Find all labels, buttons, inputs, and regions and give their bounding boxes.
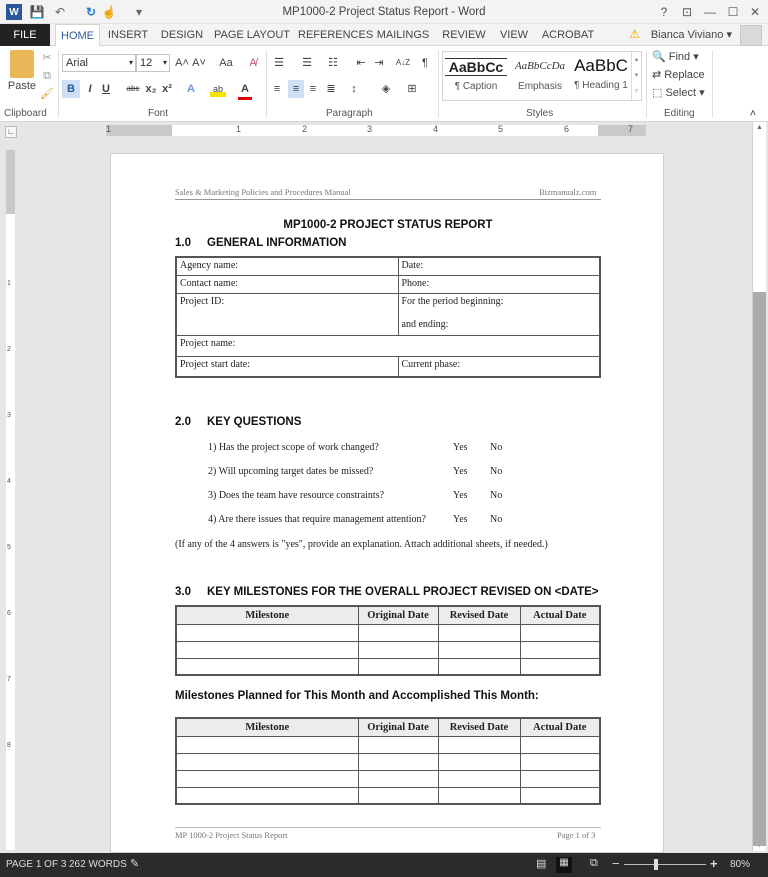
numbering-icon[interactable]: ☰ <box>302 57 312 69</box>
strikethrough-button[interactable]: abc <box>126 84 140 93</box>
table-row[interactable] <box>176 787 600 804</box>
select-button[interactable]: ⬚ Select ▾ <box>652 87 705 99</box>
superscript-button[interactable]: x² <box>162 83 172 95</box>
clipboard-group-label: Clipboard <box>4 108 47 119</box>
question-2-no[interactable]: No <box>490 466 503 477</box>
font-family-select[interactable]: Arial ▾ <box>62 54 136 72</box>
table-row[interactable] <box>176 736 600 753</box>
replace-button[interactable]: ⇄ Replace <box>652 69 705 81</box>
tab-acrobat[interactable]: ACROBAT <box>541 29 595 41</box>
decrease-indent-icon[interactable]: ⇤ <box>356 57 366 69</box>
col-milestone: Milestone <box>176 606 358 624</box>
ribbon-tabs <box>0 24 768 46</box>
increase-indent-icon[interactable]: ⇥ <box>374 57 384 69</box>
tab-home[interactable]: HOME <box>55 24 100 47</box>
table-row[interactable] <box>176 624 600 641</box>
scroll-up-icon[interactable]: ▲ <box>756 124 763 131</box>
footer-left: MP 1000-2 Project Status Report <box>175 830 288 840</box>
font-size-select[interactable]: 12 ▾ <box>136 54 170 72</box>
show-formatting-icon[interactable]: ¶ <box>422 57 428 69</box>
format-painter-icon[interactable]: 🖌 <box>40 88 54 100</box>
table-row[interactable] <box>176 641 600 658</box>
question-3-no[interactable]: No <box>490 490 503 501</box>
section-1-number: 1.0 <box>175 237 191 249</box>
font-group-label: Font <box>148 108 169 119</box>
read-mode-icon[interactable]: ▤ <box>536 858 547 870</box>
table-row[interactable] <box>176 753 600 770</box>
question-4-no[interactable]: No <box>490 514 503 525</box>
project-id-field[interactable]: Project ID: <box>176 293 398 335</box>
monthly-milestones-title: Milestones Planned for This Month and Accomplished This Month: <box>175 690 539 702</box>
question-1: 1) Has the project scope of work changed? <box>208 442 379 453</box>
project-start-date-field[interactable]: Project start date: <box>176 356 398 377</box>
proofing-icon[interactable]: ✎ <box>130 858 140 870</box>
question-2: 2) Will upcoming target dates be missed? <box>208 466 374 477</box>
collapse-ribbon-icon[interactable]: ˄ <box>749 108 757 120</box>
minimize-button[interactable]: — <box>704 5 716 19</box>
paste-icon[interactable] <box>10 50 34 78</box>
close-button[interactable]: ✕ <box>749 5 761 19</box>
section-1-title: GENERAL INFORMATION <box>207 237 347 249</box>
customize-qat-icon[interactable]: ▾ <box>135 5 143 19</box>
zoom-slider[interactable] <box>624 864 706 865</box>
col-revised-date: Revised Date <box>438 718 520 736</box>
title-bar <box>0 0 768 24</box>
word-count[interactable]: 262 WORDS <box>69 859 127 870</box>
agency-name-field[interactable]: Agency name: <box>176 257 398 275</box>
borders-icon[interactable]: ⊞ <box>407 83 417 95</box>
shading-icon[interactable]: ◈ <box>381 83 391 95</box>
status-bar <box>0 853 768 877</box>
justify-icon[interactable]: ≣ <box>326 83 336 95</box>
highlight-icon[interactable]: ab <box>210 81 226 97</box>
zoom-out-button[interactable]: − <box>612 856 620 871</box>
font-color-icon[interactable]: A <box>238 81 252 100</box>
window-title: MP1000-2 Project Status Report - Word <box>282 6 486 18</box>
question-3-yes[interactable]: Yes <box>453 490 468 501</box>
warning-icon: ⚠ <box>629 27 640 41</box>
tab-selector[interactable]: ∟ <box>5 126 17 138</box>
tab-mailings[interactable]: MAILINGS <box>376 29 430 41</box>
ribbon <box>0 46 768 122</box>
tab-view[interactable]: VIEW <box>499 29 529 41</box>
help-button[interactable]: ? <box>660 5 668 19</box>
line-spacing-icon[interactable]: ↕ <box>351 83 357 95</box>
tab-design[interactable]: DESIGN <box>160 29 204 41</box>
current-phase-field[interactable]: Current phase: <box>398 356 600 377</box>
align-center-icon[interactable]: ≡ <box>288 80 304 98</box>
period-field[interactable]: For the period beginning: and ending: <box>398 293 600 335</box>
horizontal-ruler[interactable]: 1 1 2 3 4 5 6 7 <box>106 125 646 136</box>
zoom-slider-thumb[interactable] <box>654 859 658 870</box>
redo-icon[interactable]: ↻ <box>85 5 97 19</box>
contact-name-field[interactable]: Contact name: <box>176 275 398 293</box>
section-3-number: 3.0 <box>175 586 191 598</box>
text-effects-icon[interactable]: A <box>187 83 195 95</box>
save-icon[interactable]: 💾 <box>29 5 45 19</box>
clear-formatting-icon[interactable]: A̸ <box>249 57 257 69</box>
section-2-title: KEY QUESTIONS <box>207 416 302 428</box>
phone-field[interactable]: Phone: <box>398 275 600 293</box>
key-milestones-table <box>175 605 601 676</box>
question-1-yes[interactable]: Yes <box>453 442 468 453</box>
tab-references[interactable]: REFERENCES <box>298 29 374 41</box>
bullets-icon[interactable]: ☰ <box>274 57 284 69</box>
col-milestone: Milestone <box>176 718 358 736</box>
change-case-icon[interactable]: Aa <box>219 57 233 69</box>
tab-review[interactable]: REVIEW <box>442 29 486 41</box>
header-right: Bizmanualz.com <box>539 187 597 197</box>
align-left-icon[interactable]: ≡ <box>273 83 281 95</box>
avatar[interactable] <box>740 25 762 46</box>
vertical-ruler[interactable]: 1 2 3 4 5 6 7 8 <box>6 150 15 850</box>
col-revised-date: Revised Date <box>438 606 520 624</box>
paste-button[interactable]: Paste <box>7 80 37 92</box>
col-original-date: Original Date <box>358 606 438 624</box>
multilevel-list-icon[interactable]: ☷ <box>328 57 338 69</box>
col-actual-date: Actual Date <box>520 606 600 624</box>
question-2-yes[interactable]: Yes <box>453 466 468 477</box>
italic-button[interactable]: I <box>88 83 92 95</box>
table-row[interactable] <box>176 658 600 675</box>
tab-file[interactable]: FILE <box>0 24 50 46</box>
user-account[interactable]: Bianca Viviano ▾ <box>650 29 732 41</box>
find-button[interactable]: 🔍 Find ▾ <box>652 51 699 63</box>
cut-icon[interactable]: ✂ <box>42 52 52 64</box>
table-row[interactable] <box>176 770 600 787</box>
page-count[interactable]: PAGE 1 OF 3 <box>6 859 67 870</box>
question-4: 4) Are there issues that require management attention? <box>208 514 426 525</box>
web-layout-icon[interactable]: ⧉ <box>590 857 598 869</box>
scrollbar-thumb[interactable] <box>753 292 766 846</box>
styles-gallery <box>442 51 642 101</box>
col-actual-date: Actual Date <box>520 718 600 736</box>
maximize-button[interactable]: ☐ <box>727 5 739 19</box>
align-right-icon[interactable]: ≡ <box>309 83 317 95</box>
style-caption[interactable]: AaBbCc ¶ Caption <box>445 58 507 92</box>
undo-icon[interactable]: ↶ <box>54 5 66 19</box>
touch-mode-icon[interactable]: ☝ <box>101 5 117 19</box>
styles-scroll[interactable]: ▴ ▾ ▿ <box>631 52 641 100</box>
zoom-in-button[interactable]: + <box>710 856 718 871</box>
date-field[interactable]: Date: <box>398 257 600 275</box>
bold-button[interactable]: B <box>62 80 80 98</box>
col-original-date: Original Date <box>358 718 438 736</box>
editing-group-label: Editing <box>664 108 695 119</box>
document-title: MP1000-2 PROJECT STATUS REPORT <box>283 219 493 231</box>
print-layout-icon[interactable]: ▦ <box>556 857 572 873</box>
paragraph-group-label: Paragraph <box>326 108 373 119</box>
section-3-title: KEY MILESTONES FOR THE OVERALL PROJECT REVISED ON <DATE> <box>207 586 599 598</box>
section-2-number: 2.0 <box>175 416 191 428</box>
styles-group-label: Styles <box>526 108 554 119</box>
sort-icon[interactable]: A↓Z <box>395 58 411 67</box>
copy-icon[interactable]: ⧉ <box>43 70 51 82</box>
shrink-font-icon[interactable]: A˅ <box>192 57 206 69</box>
zoom-level[interactable]: 80% <box>730 859 751 870</box>
question-4-yes[interactable]: Yes <box>453 514 468 525</box>
questions-note: (If any of the 4 answers is "yes", provide an explanation. Attach additional sheets, if needed.) <box>175 539 548 550</box>
footer-right: Page 1 of 3 <box>557 830 596 840</box>
ribbon-display-button[interactable]: ⊡ <box>681 5 693 19</box>
word-icon: W <box>6 4 22 20</box>
document-page[interactable] <box>110 153 664 853</box>
header-left: Sales & Marketing Policies and Procedures Manual <box>175 187 351 197</box>
general-info-table <box>175 256 601 378</box>
style-heading-1[interactable]: AaBbC ¶ Heading 1 <box>574 56 628 91</box>
grow-font-icon[interactable]: A˄ <box>175 57 189 69</box>
project-name-field[interactable]: Project name: <box>176 335 600 356</box>
monthly-milestones-table <box>175 717 601 805</box>
tab-insert[interactable]: INSERT <box>107 29 149 41</box>
underline-button[interactable]: U <box>102 83 110 95</box>
tab-page-layout[interactable]: PAGE LAYOUT <box>214 29 291 41</box>
question-3: 3) Does the team have resource constraints? <box>208 490 385 501</box>
subscript-button[interactable]: x₂ <box>145 83 157 95</box>
style-emphasis[interactable]: AaBbCcDa Emphasis <box>514 60 566 92</box>
user-name: Bianca Viviano <box>650 29 724 41</box>
question-1-no[interactable]: No <box>490 442 503 453</box>
